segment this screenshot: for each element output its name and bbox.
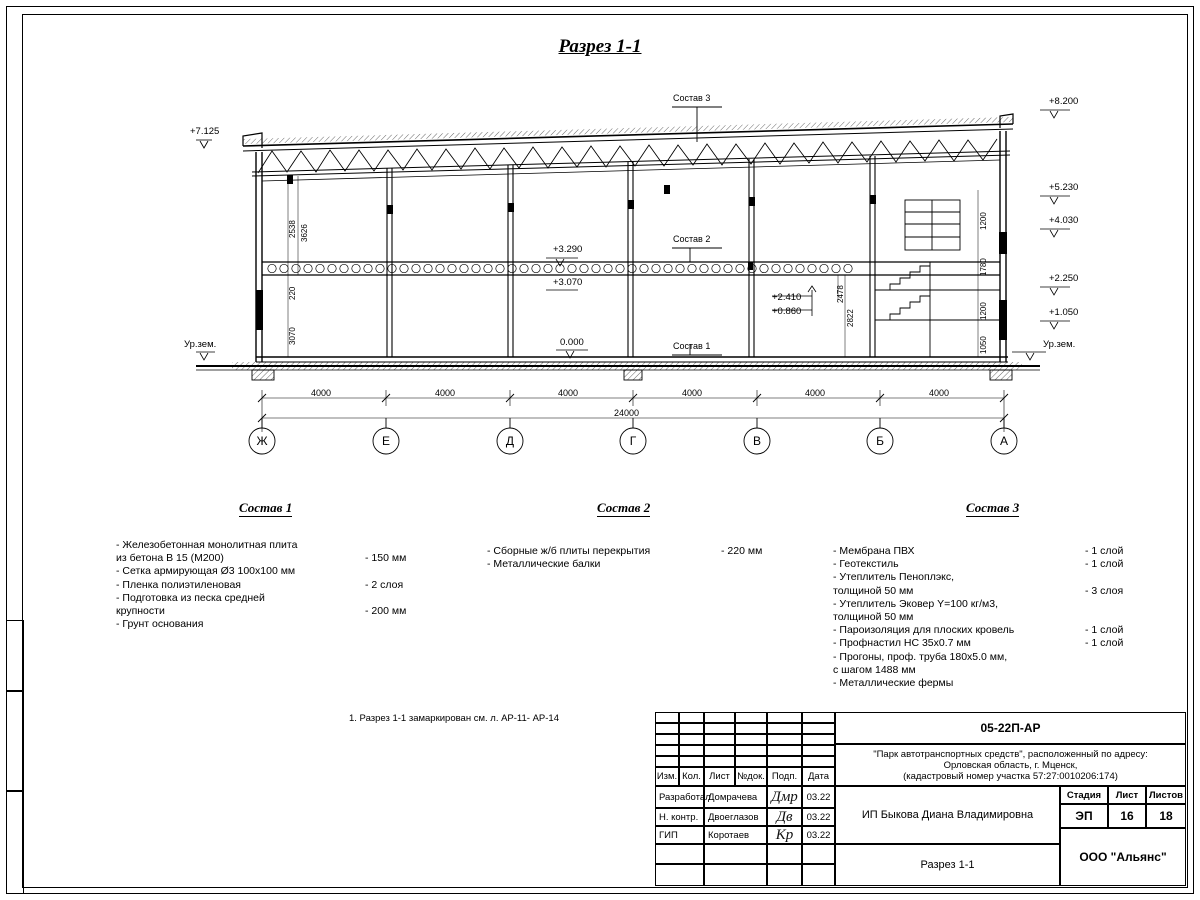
stage-header-stadia: Стадия xyxy=(1060,786,1108,804)
span-dim-5: 4000 xyxy=(805,388,826,398)
callout-sostav-3: Состав 3 xyxy=(673,93,711,103)
composition-3-item-8: - Прогоны, проф. труба 180х5.0 мм, xyxy=(833,650,1008,663)
row-role-0: Разработал xyxy=(655,786,704,808)
col-header-data: Дата xyxy=(802,767,835,786)
rev-grid-r5c2 xyxy=(679,756,704,767)
row-blank-4c xyxy=(767,864,802,886)
composition-1-value-4 xyxy=(365,592,406,605)
axis-label-zh: Ж xyxy=(256,434,268,448)
stage-header-list: Лист xyxy=(1108,786,1146,804)
rev-grid-r5c6 xyxy=(802,756,835,767)
rev-grid-r1c5 xyxy=(767,712,802,723)
composition-1-values xyxy=(365,539,406,631)
composition-3-value-7: - 1 слой xyxy=(1085,637,1124,650)
level-left-7125: +7.125 xyxy=(190,126,220,137)
col-header-ndok: №док. xyxy=(735,767,767,786)
composition-1-item-0: - Железобетонная монолитная плита xyxy=(116,539,298,551)
signature-0: Дмр xyxy=(771,788,798,805)
rev-grid-r2c5 xyxy=(767,723,802,734)
axis-label-e: Е xyxy=(381,434,390,448)
composition-3-item-0: - Мембрана ПВХ xyxy=(833,545,915,557)
sheet-name: Разрез 1-1 xyxy=(835,844,1060,886)
rev-grid-r3c1 xyxy=(655,734,679,745)
rev-grid-r2c4 xyxy=(735,723,767,734)
composition-1-item-5: крупности xyxy=(116,605,165,618)
axis-label-v: В xyxy=(752,434,761,448)
dim-1200-upper: 1200 xyxy=(979,212,988,230)
dim-1050: 1050 xyxy=(979,336,988,354)
axis-label-a: А xyxy=(999,434,1008,448)
rev-grid-r1c4 xyxy=(735,712,767,723)
rev-grid-r4c3 xyxy=(704,745,735,756)
span-dim-4: 4000 xyxy=(682,388,703,398)
composition-1-item-3: - Пленка полиэтиленовая xyxy=(116,578,241,591)
composition-2-item-0: - Сборные ж/б плиты перекрытия xyxy=(487,545,651,557)
level-right-1050: +1.050 xyxy=(1049,307,1079,318)
composition-1-items xyxy=(116,539,297,631)
rev-grid-r4c6 xyxy=(802,745,835,756)
rev-grid-r4c2 xyxy=(679,745,704,756)
rev-grid-r2c2 xyxy=(679,723,704,734)
span-dim-3: 4000 xyxy=(558,388,579,398)
composition-1-value-6 xyxy=(365,618,406,631)
rev-grid-r2c1 xyxy=(655,723,679,734)
span-dim-1: 4000 xyxy=(311,388,332,398)
rev-grid-r5c5 xyxy=(767,756,802,767)
col-header-kol: Кол. xyxy=(679,767,704,786)
level-inner-2410: +2.410 xyxy=(772,292,802,303)
span-dim-2: 4000 xyxy=(435,388,456,398)
row-blank-4 xyxy=(655,864,704,886)
drawing-note: 1. Разрез 1-1 замаркирован см. л. АР-11- АР-14 xyxy=(349,713,560,724)
page-title-text: Разрез 1-1 xyxy=(558,36,642,57)
composition-3-item-7: - Профнастил НС 35х0.7 мм xyxy=(833,637,971,650)
composition-2-item-1: - Металлические балки xyxy=(487,558,601,571)
row-name-2: Коротаев xyxy=(704,826,767,844)
row-date-1: 03.22 xyxy=(802,808,835,826)
row-blank-3 xyxy=(655,844,704,864)
rev-grid-r5c3 xyxy=(704,756,735,767)
composition-3-value-5 xyxy=(1085,611,1123,624)
composition-1-item-6: - Грунт основания xyxy=(116,618,204,631)
level-zero: 0.000 xyxy=(560,337,584,348)
dim-1780: 1780 xyxy=(979,258,988,276)
composition-2-values xyxy=(721,545,762,571)
dim-3070: 3070 xyxy=(288,327,297,345)
composition-3-item-2: - Утеплитель Пеноплэкс, xyxy=(833,571,955,584)
row-blank-3b xyxy=(704,844,767,864)
rev-grid-r4c5 xyxy=(767,745,802,756)
composition-3-value-8 xyxy=(1085,651,1123,664)
row-sign-1 xyxy=(767,808,802,826)
level-right-2250: +2.250 xyxy=(1049,273,1079,284)
ground-label-right: Ур.зем. xyxy=(1043,339,1076,350)
row-name-0: Домрачева xyxy=(704,786,767,808)
company-name: ООО "Альянс" xyxy=(1060,828,1186,886)
stage-value-listov: 18 xyxy=(1146,804,1186,828)
col-header-izm: Изм. xyxy=(655,767,679,786)
left-margin-stub-2 xyxy=(6,690,24,792)
dim-2822: 2822 xyxy=(846,309,855,327)
signature-1: Дв xyxy=(776,808,793,825)
title-block xyxy=(655,712,1186,886)
project-code: 05-22П-АР xyxy=(835,712,1186,744)
composition-3-value-4 xyxy=(1085,598,1123,611)
dim-220: 220 xyxy=(288,286,297,300)
axis-label-g: Г xyxy=(629,434,637,448)
row-blank-4d xyxy=(802,864,835,886)
rev-grid-r3c6 xyxy=(802,734,835,745)
rev-grid-r4c4 xyxy=(735,745,767,756)
row-role-1: Н. контр. xyxy=(655,808,704,826)
rev-grid-r2c6 xyxy=(802,723,835,734)
composition-3-values xyxy=(1085,545,1123,690)
left-margin-stub-1 xyxy=(6,620,24,692)
level-right-4030: +4.030 xyxy=(1049,215,1079,226)
customer-name: ИП Быкова Диана Владимировна xyxy=(835,786,1060,844)
row-sign-0 xyxy=(767,786,802,808)
composition-3-heading: Состав 3 xyxy=(966,500,1020,515)
row-blank-3c xyxy=(767,844,802,864)
rev-grid-r1c2 xyxy=(679,712,704,723)
rev-grid-r5c4 xyxy=(735,756,767,767)
composition-1-item-4: - Подготовка из песка средней xyxy=(116,591,265,604)
composition-2-value-0: - 220 мм xyxy=(721,545,763,557)
composition-3-value-3: - 3 слоя xyxy=(1085,584,1124,597)
composition-3-item-10: - Металлические фермы xyxy=(833,677,954,690)
composition-3-item-6: - Пароизоляция для плоских кровель xyxy=(833,624,1015,637)
composition-1-item-2: - Сетка армирующая Ø3 100х100 мм xyxy=(116,565,296,578)
stage-header-listov: Листов xyxy=(1146,786,1186,804)
level-right-8200: +8.200 xyxy=(1049,96,1079,107)
composition-1-value-5: - 200 мм xyxy=(365,605,407,618)
axis-label-d: Д xyxy=(505,434,515,448)
composition-1-item-1: из бетона В 15 (М200) xyxy=(116,552,224,565)
axis-label-b: Б xyxy=(876,434,884,448)
rev-grid-r4c1 xyxy=(655,745,679,756)
ground-label-left: Ур.зем. xyxy=(184,339,217,350)
object-line-0: "Парк автотранспортных средств", расположенный по адресу: xyxy=(873,748,1148,760)
col-header-podp: Подп. xyxy=(767,767,802,786)
composition-2-heading: Состав 2 xyxy=(597,500,651,515)
composition-3-value-1: - 1 слой xyxy=(1085,558,1124,571)
composition-3-item-1: - Геотекстиль xyxy=(833,558,899,571)
row-date-2: 03.22 xyxy=(802,826,835,844)
callout-sostav-1: Состав 1 xyxy=(673,341,711,351)
composition-1-value-0 xyxy=(365,539,406,552)
composition-1-heading: Состав 1 xyxy=(239,500,293,515)
composition-3-value-2 xyxy=(1085,571,1123,584)
dim-2478: 2478 xyxy=(836,285,845,303)
object-line-2: (кадастровый номер участка 57:27:0010206:174) xyxy=(903,770,1118,782)
page-title xyxy=(0,36,1200,58)
level-inner-3290: +3.290 xyxy=(553,244,583,255)
left-margin-stub-3 xyxy=(6,790,24,894)
composition-1-value-2 xyxy=(365,565,406,578)
composition-3-value-0: - 1 слой xyxy=(1085,545,1124,557)
dim-2538: 2538 xyxy=(288,220,297,238)
rev-grid-r1c1 xyxy=(655,712,679,723)
composition-2-value-1 xyxy=(721,558,762,571)
rev-grid-r3c3 xyxy=(704,734,735,745)
signature-2: Кр xyxy=(775,826,794,843)
composition-3-item-5: толщиной 50 мм xyxy=(833,611,914,624)
row-blank-3d xyxy=(802,844,835,864)
level-right-5230: +5.230 xyxy=(1049,182,1079,193)
rev-grid-r1c6 xyxy=(802,712,835,723)
composition-3-value-10 xyxy=(1085,677,1123,690)
composition-2-items xyxy=(487,545,650,571)
composition-1-value-3: - 2 слоя xyxy=(365,578,404,591)
stage-value-stadia: ЭП xyxy=(1060,804,1108,828)
dim-1200-lower: 1200 xyxy=(979,302,988,320)
row-name-1: Двоеглазов xyxy=(704,808,767,826)
callout-sostav-2: Состав 2 xyxy=(673,234,711,244)
composition-3-value-9 xyxy=(1085,664,1123,677)
composition-1-value-1: - 150 мм xyxy=(365,552,407,565)
composition-3-value-6: - 1 слой xyxy=(1085,624,1124,637)
row-blank-4b xyxy=(704,864,767,886)
rev-grid-r3c5 xyxy=(767,734,802,745)
row-sign-2 xyxy=(767,826,802,844)
composition-3-item-4: - Утеплитель Эковер Y=100 кг/м3, xyxy=(833,597,999,610)
rev-grid-r5c1 xyxy=(655,756,679,767)
composition-3-item-3: толщиной 50 мм xyxy=(833,584,914,597)
composition-3-item-9: с шагом 1488 мм xyxy=(833,663,916,676)
level-inner-3070: +3.070 xyxy=(553,277,583,288)
composition-3-items xyxy=(833,545,1014,690)
row-date-0: 03.22 xyxy=(802,786,835,808)
dim-3626: 3626 xyxy=(300,224,309,242)
total-dim: 24000 xyxy=(614,408,640,418)
rev-grid-r3c4 xyxy=(735,734,767,745)
object-line-1: Орловская область, г. Мценск, xyxy=(943,759,1078,771)
rev-grid-r2c3 xyxy=(704,723,735,734)
rev-grid-r1c3 xyxy=(704,712,735,723)
row-role-2: ГИП xyxy=(655,826,704,844)
col-header-list: Лист xyxy=(704,767,735,786)
object-description xyxy=(835,744,1186,786)
rev-grid-r3c2 xyxy=(679,734,704,745)
stage-value-list: 16 xyxy=(1108,804,1146,828)
span-dim-6: 4000 xyxy=(929,388,950,398)
level-inner-0860: +0.860 xyxy=(772,306,802,317)
